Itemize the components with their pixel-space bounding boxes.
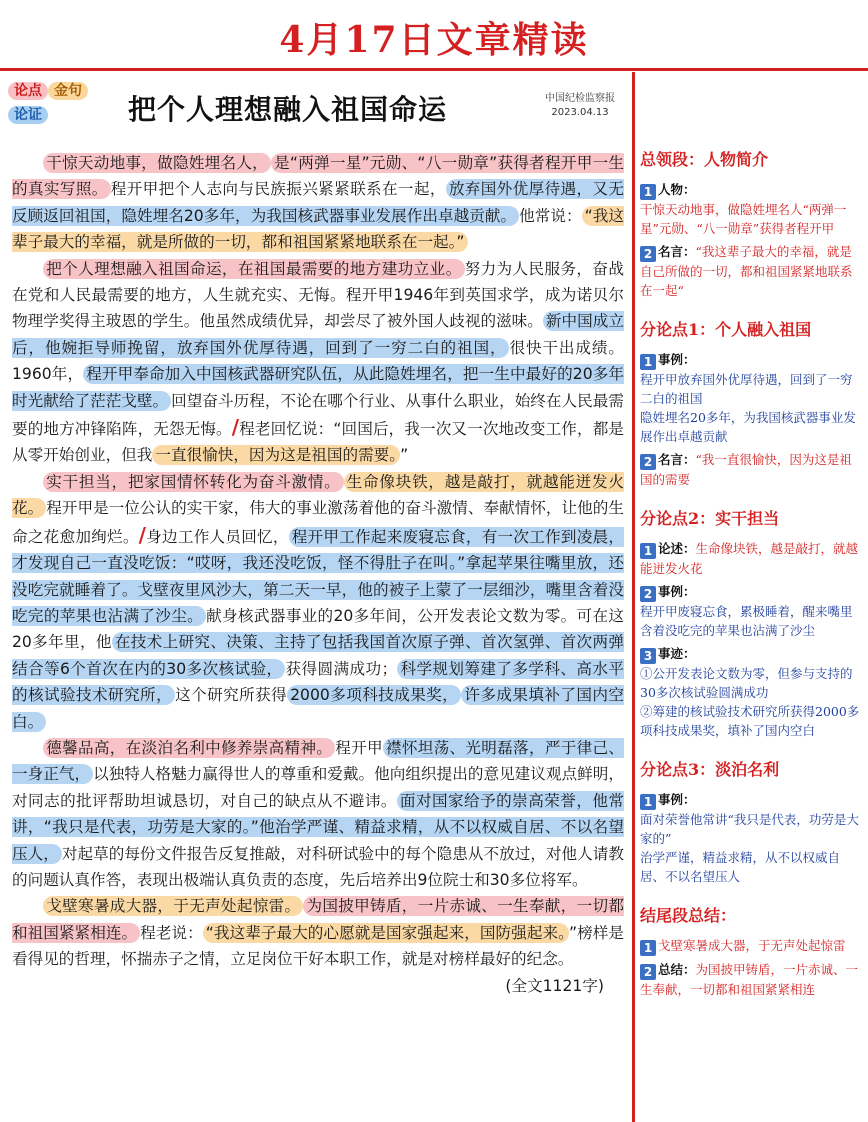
article-source xyxy=(532,92,628,120)
outline-item xyxy=(640,582,862,640)
hl-lundian: 实干担当，把家国情怀转化为奋斗激情。 xyxy=(43,472,343,492)
text-run: 程开甲 xyxy=(335,738,383,757)
outline-item xyxy=(640,790,862,886)
article-title: 把个人理想融入祖国命运 xyxy=(128,93,448,126)
outline-item xyxy=(640,180,862,238)
hl-lundian: 把个人理想融入祖国命运，在祖国最需要的地方建功立业。 xyxy=(43,259,464,279)
number-badge-icon: 1 xyxy=(640,794,656,810)
column-divider xyxy=(632,72,635,1122)
text-run: ”榜样是看得见的哲理，怀揣赤子之情，立足岗位干好本职工作，就是对榜样最好的纪念。 xyxy=(12,923,624,969)
hl-lunzheng: 新中国成立后，他婉拒导师挽留，放弃国外优厚待遇，回到了一穷二白的祖国， xyxy=(12,312,624,357)
hl-jinju: 一直很愉快，因为这是祖国的需要。 xyxy=(152,445,400,465)
outline-item xyxy=(640,450,862,489)
page-header xyxy=(0,0,868,72)
number-badge-icon: 1 xyxy=(640,184,656,200)
hl-jinju: 戈壁寒暑成大器，于无声处起惊雷。 xyxy=(43,896,303,916)
legend-lunzheng: 论证 xyxy=(8,106,48,124)
source-date: 2023.04.13 xyxy=(551,107,609,118)
outline-section-point2 xyxy=(640,509,862,740)
number-badge-icon: 1 xyxy=(640,940,656,956)
item-label: 事例： xyxy=(658,584,696,599)
item-text: 治学严谨，精益求精，从不以权威自居、不以名望压人 xyxy=(640,850,841,884)
item-label: 名言： xyxy=(658,452,696,467)
text-run: 程开甲是一位公认的实干家，伟大的事业激荡着他的奋斗激情、奉献情怀，让他的生命之花愈加绚烂。 xyxy=(12,499,624,546)
header-divider xyxy=(0,68,868,71)
number-badge-icon: 1 xyxy=(640,354,656,370)
item-label: 人物： xyxy=(658,182,696,197)
number-badge-icon: 2 xyxy=(640,246,656,262)
hl-lunzheng: 放弃国外优厚待遇，又无反顾返回祖国，隐姓埋名20多年，为我国核武器事业发展作出卓越贡献。 xyxy=(12,180,624,225)
section-heading: 分论点2：实干担当 xyxy=(640,509,780,528)
hl-lunzheng: 襟怀坦荡、光明磊落，严于律己、一身正气， xyxy=(12,738,624,784)
page-title: 4月17日文章精读 xyxy=(279,19,589,61)
text-run: 很快干出成绩。1960年， xyxy=(12,338,624,384)
item-text: “我一直很愉快，因为这是祖国的需要 xyxy=(640,452,852,487)
text-run: 程老回忆说：“回国后，我一次又一次地改变工作，都是从零开始创业，但我 xyxy=(12,420,624,465)
number-badge-icon: 2 xyxy=(640,454,656,470)
hl-lunzheng: 程开甲工作起来废寝忘食，有一次工作到凌晨，才发现自己一直没吃饭：“哎呀，我还没吃饭，怪不得肚子在叫。”拿起苹果往嘴里放，还没吃完就睡着了。戈壁夜里风沙大，第二天一早，他的被子上蒙了一层细沙，嘴里含着没吃完的苹果也沾满了沙尘。 xyxy=(12,527,624,625)
item-text: 程开甲废寝忘食，累极睡着，醒来嘴里含着没吃完的苹果也沾满了沙尘 xyxy=(640,604,853,638)
article-body xyxy=(12,150,624,999)
paragraph-1 xyxy=(12,150,624,256)
outline-section-point1 xyxy=(640,320,862,489)
hl-lunzheng: 科学规划筹建了多学科、高水平的核试验技术研究所， xyxy=(12,659,624,705)
outline-section-point3 xyxy=(640,760,862,886)
text-run: 努力为人民服务，奋战在党和人民最需要的地方，人生就充实、无悔。程开甲1946年到英国求学，成为诺贝尔物理学奖得主玻恩的学生。他虽然成绩优异，却尝尽了被外国人歧视的滋味。 xyxy=(12,259,624,331)
text-run: 这个研究所获得 xyxy=(175,686,288,705)
item-label: 事例： xyxy=(658,792,696,807)
outline-item xyxy=(640,350,862,446)
hl-lunzheng: 面对国家给予的崇高荣誉，他常讲，“我只是代表，功劳是大家的。”他治学严谨、精益求精，从不以权威自居、不以名望压人， xyxy=(12,791,624,863)
hl-jinju: “我这辈子最大的幸福，就是所做的一切，都和祖国紧紧地联系在一起。” xyxy=(12,206,624,252)
hl-lunzheng: 程开甲奉命加入中国核武器研究队伍，从此隐姓埋名，把一生中最好的20多年时光献给了茫茫戈壁。 xyxy=(12,365,625,410)
item-label: 总结： xyxy=(658,962,696,977)
section-heading: 总领段：人物简介 xyxy=(640,150,769,169)
outline-item xyxy=(640,936,862,956)
split-mark: / xyxy=(231,415,240,440)
text-run: 身边工作人员回忆， xyxy=(145,527,289,546)
item-label: 名言： xyxy=(658,244,696,259)
section-heading: 分论点1：个人融入祖国 xyxy=(640,320,812,339)
text-run: 献身核武器事业的20多年间，公开发表论文数为零。可在这20多年里，他 xyxy=(12,606,624,652)
hl-lundian: 是“两弹一星”元勋、“八一勋章”获得者程开甲一生的真实写照。 xyxy=(12,154,624,199)
hl-lundian: 为国披甲铸盾，一片赤诚、一生奉献，一切都和祖国紧紧相连。 xyxy=(12,897,624,942)
text-run: 程老说： xyxy=(140,923,203,942)
hl-lunzheng: 许多成果填补了国内空白。 xyxy=(12,686,624,731)
outline-item xyxy=(640,644,862,740)
text-run: 回望奋斗历程，不论在哪个行业、从事什么职业，始终在人民最需要的地方冲锋陷阵，无怨无悔。 xyxy=(12,391,624,439)
item-label: 论述： xyxy=(658,541,696,556)
legend-jinju: 金句 xyxy=(48,82,88,100)
item-text: 面对荣誉他常讲“我只是代表，功劳是大家的” xyxy=(640,812,859,846)
paragraph-5 xyxy=(12,893,624,972)
item-text: ②筹建的核试验技术研究所获得2000多项科技成果奖，填补了国内空白 xyxy=(640,704,860,738)
split-mark: / xyxy=(138,522,146,547)
outline-item xyxy=(640,960,862,999)
text-run: 对起草的每份文件报告反复推敲，对科研试验中的每个隐患从不放过，对他人请教的问题认真作答，表现出极端认真负责的态度，先后培养出9位院士和30多位将军。 xyxy=(12,844,624,889)
item-text: ①公开发表论文数为零，但参与支持的30多次核试验圆满成功 xyxy=(640,666,853,700)
item-text: 干惊天动地事，做隐姓埋名人“两弹一星”元勋、“八一勋章”获得者程开甲 xyxy=(640,202,847,236)
paragraph-2 xyxy=(12,256,624,469)
item-text: 戈壁寒暑成大器，于无声处起惊雷 xyxy=(658,938,846,953)
paragraph-4 xyxy=(12,735,624,893)
hl-lundian: 德馨品高，在淡泊名利中修养崇高精神。 xyxy=(43,738,335,758)
number-badge-icon: 1 xyxy=(640,543,656,559)
section-heading: 分论点3：淡泊名利 xyxy=(640,760,780,779)
number-badge-icon: 2 xyxy=(640,964,656,980)
section-heading: 结尾段总结： xyxy=(640,906,737,925)
outline-section-conclusion xyxy=(640,906,862,999)
hl-lunzheng: 2000多项科技成果奖， xyxy=(287,685,461,705)
text-run: ” xyxy=(400,446,409,465)
number-badge-icon: 2 xyxy=(640,586,656,602)
number-badge-icon: 3 xyxy=(640,648,656,664)
item-text: 为国披甲铸盾，一片赤诚、一生奉献，一切都和祖国紧紧相连 xyxy=(640,962,859,997)
word-count: (全文1121字) xyxy=(505,976,604,995)
hl-lundian: 干惊天动地事，做隐姓埋名人， xyxy=(43,153,271,173)
text-run: 程开甲把个人志向与民族振兴紧紧联系在一起， xyxy=(110,180,446,199)
text-run: 他常说： xyxy=(519,206,582,225)
outline-item xyxy=(640,242,862,300)
source-name: 中国纪检监察报 xyxy=(545,93,615,104)
hl-lunzheng: 在技术上研究、决策、主持了包括我国首次原子弹、首次氢弹、首次两弹结合等6个首次在内的30多次核试验， xyxy=(12,633,624,678)
hl-jinju: “我这辈子最大的心愿就是国家强起来，国防强起来。 xyxy=(203,923,569,943)
outline-section-intro xyxy=(640,150,862,300)
item-text: 隐姓埋名20多年，为我国核武器事业发展作出卓越贡献 xyxy=(640,410,856,444)
text-run: 获得圆满成功； xyxy=(285,659,398,678)
hl-jinju: 生命像块铁，越是敲打，就越能迸发火花。 xyxy=(12,472,624,518)
legend-lundian: 论点 xyxy=(8,82,48,100)
item-text: 生命像块铁，越是敲打，就越能迸发火花 xyxy=(640,541,859,576)
item-text: 程开甲放弃国外优厚待遇，回到了一穷二白的祖国 xyxy=(640,372,853,406)
text-run: 以独特人格魅力赢得世人的尊重和爱戴。他向组织提出的意见建议观点鲜明，对同志的批评帮助坦诚恳切，对自己的缺点从不避讳。 xyxy=(12,765,624,810)
item-label: 事迹： xyxy=(658,646,696,661)
outline-sidebar xyxy=(640,150,862,1019)
item-text: “我这辈子最大的幸福，就是自己所做的一切，都和祖国紧紧地联系在一起“ xyxy=(640,244,853,298)
paragraph-3 xyxy=(12,469,624,735)
item-label: 事例： xyxy=(658,352,696,367)
outline-item xyxy=(640,539,862,578)
